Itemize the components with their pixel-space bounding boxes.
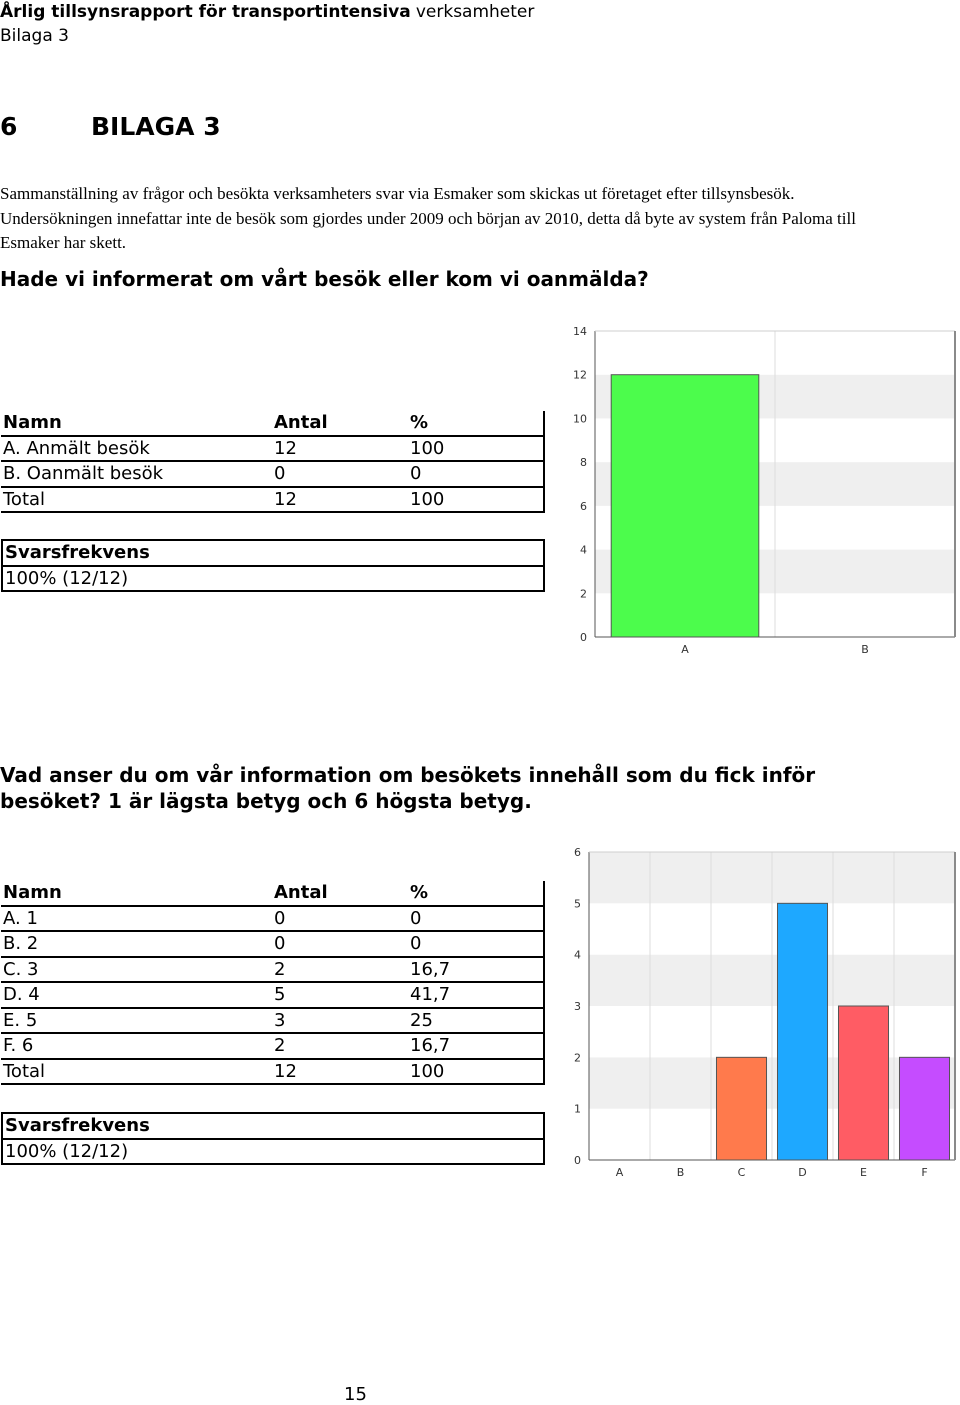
table-cell: 0 (408, 931, 544, 957)
y-tick-label: 5 (574, 897, 581, 911)
bar-e (838, 1006, 888, 1160)
page-number: 15 (344, 1384, 367, 1405)
column-header: Namn (1, 411, 272, 436)
intro-paragraph: Sammanställning av frågor och besökta verksamheters svar via Esmaker som skickas ut företaget efter tillsynsbesök. Undersökningen innefattar inte de besök som gjordes under 2009 och början av 2010, detta då byte av system från Paloma till Esmaker har skett. (0, 184, 856, 252)
table-cell: C. 3 (1, 957, 272, 983)
table-cell: 2 (272, 1033, 408, 1059)
x-tick-label: B (861, 643, 869, 656)
y-tick-label: 2 (574, 1051, 581, 1065)
y-tick-label: 12 (573, 368, 587, 382)
y-tick-label: 2 (580, 587, 587, 601)
table-cell: 12 (272, 487, 408, 513)
table-cell: F. 6 (1, 1033, 272, 1059)
question-1-response-rate (1, 539, 545, 592)
table-cell: 5 (272, 982, 408, 1008)
column-header: % (408, 411, 544, 436)
table-cell: 100 (408, 436, 544, 462)
table-row (1, 1033, 544, 1059)
table-row (1, 906, 544, 932)
table-cell: 3 (272, 1008, 408, 1034)
table-row (1, 931, 544, 957)
question-2-table (1, 881, 545, 1085)
table-row (1, 461, 544, 487)
x-tick-label: A (615, 1166, 624, 1179)
table-cell: 0 (408, 906, 544, 932)
table-cell: 2 (272, 957, 408, 983)
y-tick-label: 10 (573, 412, 587, 426)
y-tick-label: 14 (573, 325, 587, 338)
column-header: Namn (1, 881, 272, 906)
bar-f (899, 1057, 949, 1160)
table-cell: 0 (272, 906, 408, 932)
x-tick-label: A (681, 643, 689, 656)
response-rate-value: 100% (12/12) (2, 1139, 544, 1165)
question-2-heading: Vad anser du om vår information om besökets innehåll som du fick inför besöket? 1 är lägsta betyg och 6 högsta betyg. (0, 763, 816, 813)
table-header-row (1, 411, 544, 436)
table-header-row (1, 881, 544, 906)
table-cell: 100 (408, 1059, 544, 1085)
column-header: % (408, 881, 544, 906)
column-header: Antal (272, 881, 408, 906)
table-cell: 100 (408, 487, 544, 513)
table-cell: Total (1, 1059, 272, 1085)
table-cell: 16,7 (408, 1033, 544, 1059)
table-cell: 12 (272, 1059, 408, 1085)
section-title: BILAGA 3 (91, 112, 221, 141)
y-tick-label: 4 (580, 543, 587, 557)
table-cell: 12 (272, 436, 408, 462)
table-cell: A. 1 (1, 906, 272, 932)
table-cell: B. 2 (1, 931, 272, 957)
x-tick-label: E (860, 1166, 867, 1179)
response-rate-label: Svarsfrekvens (2, 540, 544, 566)
table-row (1, 982, 544, 1008)
x-tick-label: D (798, 1166, 807, 1179)
header-title-light: verksamheter (415, 2, 535, 22)
question-1-bar-chart (565, 322, 960, 662)
header-subtitle: Bilaga 3 (0, 26, 69, 46)
table-cell: D. 4 (1, 982, 272, 1008)
y-tick-label: 4 (574, 948, 581, 962)
response-rate-value: 100% (12/12) (2, 566, 544, 592)
y-tick-label: 6 (580, 499, 587, 513)
table-row (1, 1008, 544, 1034)
bar-a (611, 375, 759, 637)
table-cell: 41,7 (408, 982, 544, 1008)
table-cell: 25 (408, 1008, 544, 1034)
section-number: 6 (0, 112, 18, 141)
y-tick-label: 3 (574, 1000, 581, 1013)
y-tick-label: 1 (574, 1102, 581, 1116)
table-cell: 0 (272, 931, 408, 957)
y-tick-label: 0 (580, 631, 587, 644)
table-cell: 0 (272, 461, 408, 487)
table-row (1, 1059, 544, 1085)
table-cell: 16,7 (408, 957, 544, 983)
response-rate-label: Svarsfrekvens (2, 1113, 544, 1139)
question-2-response-rate (1, 1112, 545, 1165)
column-header: Antal (272, 411, 408, 436)
bar-d (777, 903, 827, 1160)
question-1-table (1, 411, 545, 513)
x-tick-label: F (921, 1166, 928, 1179)
y-tick-label: 8 (580, 456, 587, 470)
question-1-heading: Hade vi informerat om vårt besök eller kom vi oanmälda? (0, 267, 649, 291)
document-header (0, 2, 534, 22)
table-row (1, 487, 544, 513)
table-cell: Total (1, 487, 272, 513)
header-title-bold: Årlig tillsynsrapport för transportintensiva (0, 2, 411, 22)
bar-c (716, 1057, 766, 1160)
x-tick-label: B (676, 1166, 685, 1179)
question-2-bar-chart (565, 842, 960, 1182)
table-row (1, 957, 544, 983)
x-tick-label: C (737, 1166, 746, 1179)
table-cell: E. 5 (1, 1008, 272, 1034)
table-cell: A. Anmält besök (1, 436, 272, 462)
table-cell: B. Oanmält besök (1, 461, 272, 487)
y-tick-label: 0 (574, 1154, 581, 1167)
table-row (1, 436, 544, 462)
y-tick-label: 6 (574, 846, 581, 859)
table-cell: 0 (408, 461, 544, 487)
